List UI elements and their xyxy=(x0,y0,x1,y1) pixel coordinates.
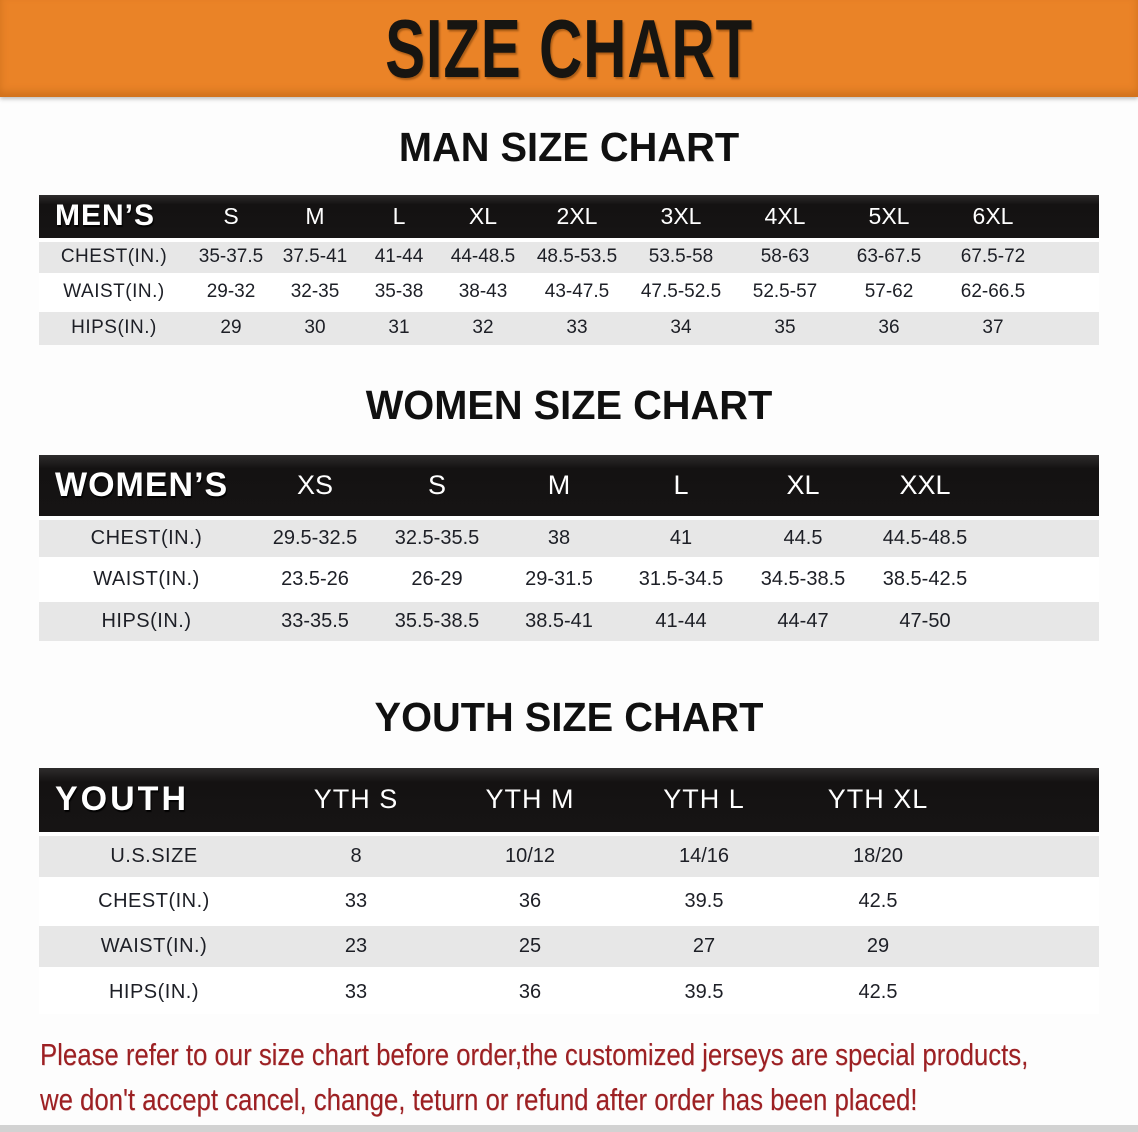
measurement-value: 31.5-34.5 xyxy=(620,559,742,600)
measurement-value: 33 xyxy=(269,969,443,1014)
measurement-value: 36 xyxy=(837,310,941,345)
row-filler-cell xyxy=(965,969,1099,1014)
measurement-label: HIPS(IN.) xyxy=(39,600,254,641)
measurement-value: 36 xyxy=(443,879,617,924)
measurement-value: 35-38 xyxy=(357,275,441,310)
size-column-header: L xyxy=(357,195,441,240)
measurement-value: 26-29 xyxy=(376,559,498,600)
measurement-row xyxy=(39,924,1099,969)
disclaimer-line-1: Please refer to our size chart before order,the customized jerseys are special products, xyxy=(40,1036,1029,1072)
disclaimer-line-2: we don't accept cancel, change, teturn or refund after order has been placed! xyxy=(40,1081,918,1117)
row-filler-cell xyxy=(965,834,1099,879)
size-column-header: 3XL xyxy=(629,195,733,240)
measurement-value: 8 xyxy=(269,834,443,879)
size-column-header: XS xyxy=(254,455,376,518)
measurement-value: 47.5-52.5 xyxy=(629,275,733,310)
row-filler-cell xyxy=(1045,310,1099,345)
measurement-value: 44-47 xyxy=(742,600,864,641)
women-chart-heading: WOMEN SIZE CHART xyxy=(365,381,773,428)
measurement-label: WAIST(IN.) xyxy=(39,275,189,310)
youth-chart-heading: YOUTH SIZE CHART xyxy=(374,693,764,740)
measurement-value: 30 xyxy=(273,310,357,345)
size-chart-title: SIZE CHART xyxy=(385,1,753,95)
measurement-value: 35 xyxy=(733,310,837,345)
measurement-value: 18/20 xyxy=(791,834,965,879)
size-column-header: YTH L xyxy=(617,768,791,834)
measurement-value: 32.5-35.5 xyxy=(376,518,498,559)
measurement-label: U.S.SIZE xyxy=(39,834,269,879)
size-header-row xyxy=(39,195,1099,240)
size-column-header: 6XL xyxy=(941,195,1045,240)
measurement-value: 23.5-26 xyxy=(254,559,376,600)
size-column-header: M xyxy=(498,455,620,518)
measurement-label: CHEST(IN.) xyxy=(39,518,254,559)
header-filler-cell xyxy=(1045,195,1099,240)
measurement-value: 14/16 xyxy=(617,834,791,879)
measurement-value: 23 xyxy=(269,924,443,969)
table-group-label: MEN’S xyxy=(39,195,189,240)
measurement-value: 47-50 xyxy=(864,600,986,641)
measurement-value: 67.5-72 xyxy=(941,240,1045,275)
measurement-value: 44-48.5 xyxy=(441,240,525,275)
row-filler-cell xyxy=(965,879,1099,924)
measurement-label: HIPS(IN.) xyxy=(39,969,269,1014)
measurement-value: 44.5-48.5 xyxy=(864,518,986,559)
measurement-value: 57-62 xyxy=(837,275,941,310)
measurement-value: 43-47.5 xyxy=(525,275,629,310)
measurement-row xyxy=(39,275,1099,310)
measurement-label: WAIST(IN.) xyxy=(39,924,269,969)
measurement-value: 29 xyxy=(791,924,965,969)
men-chart-heading: MAN SIZE CHART xyxy=(398,124,740,170)
table-group-label: WOMEN’S xyxy=(39,455,254,518)
measurement-value: 34 xyxy=(629,310,733,345)
measurement-value: 52.5-57 xyxy=(733,275,837,310)
measurement-row xyxy=(39,310,1099,345)
women-size-table xyxy=(39,455,1099,641)
measurement-value: 29.5-32.5 xyxy=(254,518,376,559)
measurement-value: 41 xyxy=(620,518,742,559)
measurement-value: 34.5-38.5 xyxy=(742,559,864,600)
measurement-value: 32 xyxy=(441,310,525,345)
measurement-value: 32-35 xyxy=(273,275,357,310)
measurement-row xyxy=(39,518,1099,559)
measurement-value: 38 xyxy=(498,518,620,559)
size-header-row xyxy=(39,455,1099,518)
size-chart-banner xyxy=(0,0,1138,97)
size-column-header: L xyxy=(620,455,742,518)
measurement-row xyxy=(39,969,1099,1014)
measurement-value: 41-44 xyxy=(357,240,441,275)
measurement-value: 37.5-41 xyxy=(273,240,357,275)
measurement-value: 29-31.5 xyxy=(498,559,620,600)
table-group-label: YOUTH xyxy=(39,768,269,834)
measurement-value: 38.5-41 xyxy=(498,600,620,641)
measurement-value: 25 xyxy=(443,924,617,969)
youth-size-section xyxy=(0,695,1138,1014)
measurement-value: 41-44 xyxy=(620,600,742,641)
measurement-value: 33 xyxy=(525,310,629,345)
youth-size-table xyxy=(39,768,1099,1014)
measurement-value: 31 xyxy=(357,310,441,345)
size-column-header: YTH M xyxy=(443,768,617,834)
measurement-row xyxy=(39,240,1099,275)
measurement-value: 62-66.5 xyxy=(941,275,1045,310)
measurement-value: 58-63 xyxy=(733,240,837,275)
measurement-value: 35.5-38.5 xyxy=(376,600,498,641)
size-column-header: S xyxy=(189,195,273,240)
measurement-value: 39.5 xyxy=(617,879,791,924)
measurement-value: 42.5 xyxy=(791,969,965,1014)
size-column-header: YTH XL xyxy=(791,768,965,834)
size-column-header: 5XL xyxy=(837,195,941,240)
measurement-value: 10/12 xyxy=(443,834,617,879)
measurement-row xyxy=(39,600,1099,641)
measurement-value: 63-67.5 xyxy=(837,240,941,275)
size-column-header: 2XL xyxy=(525,195,629,240)
row-filler-cell xyxy=(986,518,1099,559)
measurement-label: CHEST(IN.) xyxy=(39,240,189,275)
measurement-label: HIPS(IN.) xyxy=(39,310,189,345)
measurement-value: 38.5-42.5 xyxy=(864,559,986,600)
header-filler-cell xyxy=(986,455,1099,518)
measurement-value: 38-43 xyxy=(441,275,525,310)
size-column-header: XL xyxy=(742,455,864,518)
order-disclaimer xyxy=(0,1032,1138,1122)
measurement-value: 37 xyxy=(941,310,1045,345)
size-column-header: M xyxy=(273,195,357,240)
measurement-value: 39.5 xyxy=(617,969,791,1014)
measurement-value: 33 xyxy=(269,879,443,924)
row-filler-cell xyxy=(986,559,1099,600)
measurement-value: 33-35.5 xyxy=(254,600,376,641)
measurement-value: 35-37.5 xyxy=(189,240,273,275)
measurement-value: 29-32 xyxy=(189,275,273,310)
men-size-table xyxy=(39,195,1099,345)
measurement-value: 42.5 xyxy=(791,879,965,924)
measurement-value: 53.5-58 xyxy=(629,240,733,275)
size-column-header: 4XL xyxy=(733,195,837,240)
measurement-row xyxy=(39,879,1099,924)
size-column-header: XXL xyxy=(864,455,986,518)
row-filler-cell xyxy=(965,924,1099,969)
size-column-header: S xyxy=(376,455,498,518)
men-size-section xyxy=(0,125,1138,345)
measurement-row xyxy=(39,834,1099,879)
measurement-row xyxy=(39,559,1099,600)
row-filler-cell xyxy=(1045,275,1099,310)
size-header-row xyxy=(39,768,1099,834)
measurement-value: 36 xyxy=(443,969,617,1014)
measurement-value: 44.5 xyxy=(742,518,864,559)
measurement-label: CHEST(IN.) xyxy=(39,879,269,924)
measurement-value: 27 xyxy=(617,924,791,969)
size-column-header: XL xyxy=(441,195,525,240)
size-column-header: YTH S xyxy=(269,768,443,834)
header-filler-cell xyxy=(965,768,1099,834)
row-filler-cell xyxy=(1045,240,1099,275)
measurement-value: 29 xyxy=(189,310,273,345)
bottom-edge-strip xyxy=(0,1125,1138,1132)
row-filler-cell xyxy=(986,600,1099,641)
measurement-value: 48.5-53.5 xyxy=(525,240,629,275)
women-size-section xyxy=(0,383,1138,641)
measurement-label: WAIST(IN.) xyxy=(39,559,254,600)
